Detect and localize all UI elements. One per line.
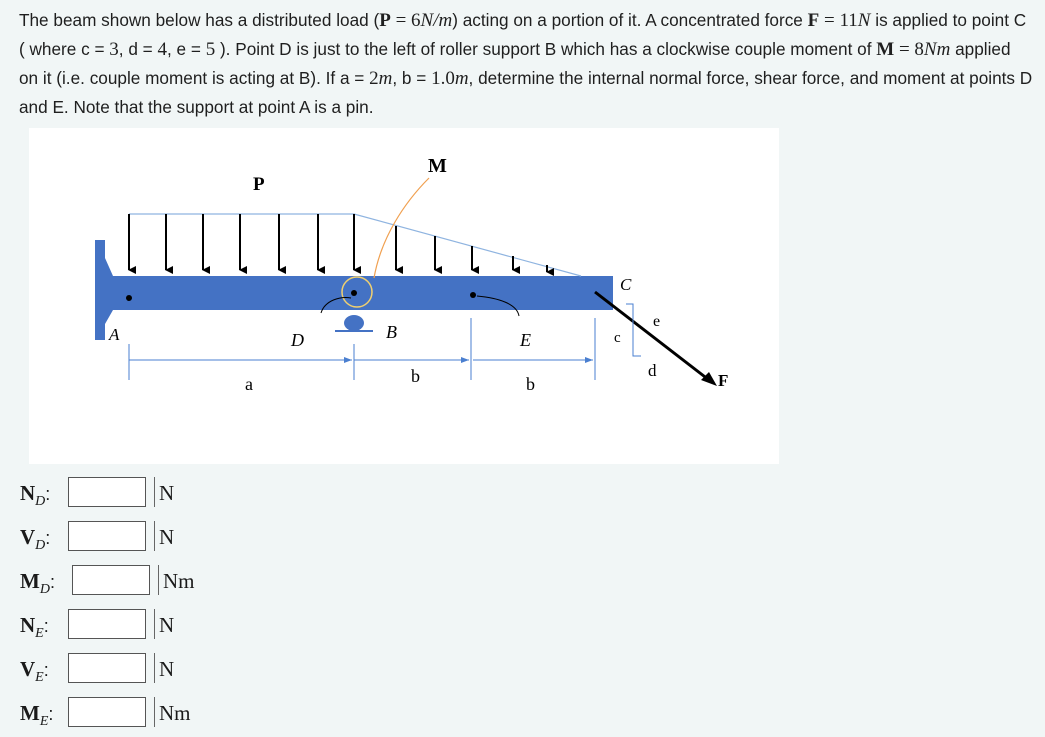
point-A-dot [126,295,132,301]
load-arrows [129,214,547,272]
unit-label: N [154,653,174,683]
p-equals: = 6 [390,10,421,31]
ne-input[interactable] [68,609,146,639]
question-text [19,6,1034,121]
label-b1: b [411,366,420,386]
vd-input[interactable] [68,521,146,551]
moment-leader-line [374,178,429,278]
f-unit: N [857,10,871,31]
label-c: c [614,330,621,346]
a-unit: m [378,68,393,89]
roller-support-B [344,315,364,331]
q-part: is applied to point C ( where c = [19,10,1027,59]
answer-label: $N_E$: [20,613,49,642]
b-unit: m [454,68,469,89]
q-part: , determine the internal normal force, shear force, and moment at points D and E. Note that the support at point A is a pin. [19,68,1033,117]
m-symbol: M [876,39,895,60]
q-part: , d = [118,39,158,59]
unit-label: Nm [154,697,191,727]
label-A: A [109,325,120,344]
q-part: The beam shown below has a distributed load ( [19,10,380,30]
answer-row-NE [20,609,320,643]
q-part: ). Point D is just to the left of roller support B which has a clockwise couple moment of [215,39,877,59]
unit-label: Nm [158,565,195,595]
answer-label: $M_E$: [20,701,54,730]
answer-row-VE [20,653,320,687]
beam-diagram [29,128,779,464]
answer-row-ND [20,477,320,511]
label-b2: b [526,374,535,394]
label-F: F [718,371,729,390]
label-B: B [386,322,397,342]
label-a: a [245,374,253,394]
p-symbol: P [379,10,391,31]
label-P: P [253,174,265,195]
p-unit: N/m [420,10,453,31]
answer-label: $V_E$: [20,657,49,686]
q-part: , e = [166,39,206,59]
label-E: E [520,330,531,350]
label-C: C [620,275,632,294]
unit-label: N [154,609,174,639]
m-unit: Nm [923,39,951,60]
label-D: D [291,330,304,350]
label-d: d [648,361,657,380]
answer-row-MD [20,565,320,599]
answer-label: $M_D$: [20,569,55,598]
answer-label: $V_D$: [20,525,51,554]
d-value: 4 [157,39,167,60]
answer-row-VD [20,521,320,555]
q-part: ) acting on a portion of it. A concentrated force [452,10,808,30]
point-B-dot [351,290,357,296]
m-equals: = 8 [894,39,924,60]
beam [113,276,613,310]
nd-input[interactable] [68,477,146,507]
b-value: 1.0 [431,68,455,89]
beam-figure [29,128,779,464]
me-input[interactable] [68,697,146,727]
ve-input[interactable] [68,653,146,683]
f-equals: = 11 [819,10,858,31]
unit-label: N [154,521,174,551]
pin-support-top [95,240,101,250]
label-e: e [653,313,661,330]
f-symbol: F [807,10,820,31]
answer-label: $N_D$: [20,481,51,510]
e-value: 5 [205,39,216,60]
c-value: 3 [109,39,119,60]
q-part: , b = [392,68,432,88]
answer-row-ME [20,697,320,731]
c-reference-line [626,304,641,356]
q-part: applied on it (i.e. couple moment is acting at B). If a = [19,39,1011,88]
unit-label: N [154,477,174,507]
a-value: 2 [369,68,379,89]
point-E-dot [470,292,476,298]
label-M: M [428,155,447,177]
md-input[interactable] [72,565,150,595]
